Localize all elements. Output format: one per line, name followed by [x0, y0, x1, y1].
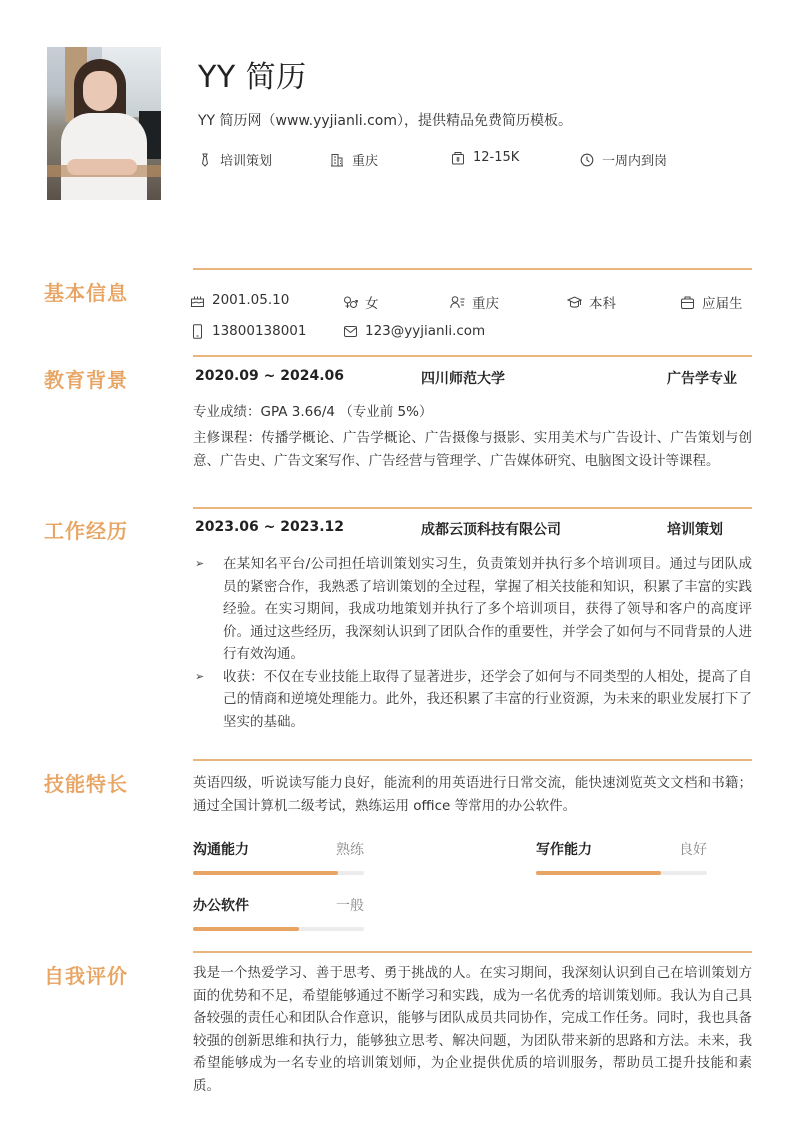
- section-title-self: 自我评价: [44, 964, 128, 988]
- education-major: 广告学专业: [667, 371, 737, 387]
- divider: [193, 507, 752, 509]
- person-location-icon: [450, 295, 465, 310]
- divider: [193, 268, 752, 270]
- wallet-icon: [451, 151, 465, 165]
- education-courses: 主修课程：传播学概论、广告学概论、广告摄像与摄影、实用美术与广告设计、广告策划与创意、广告史、广告文案写作、广告经营与管理学、广告媒体研究、电脑图文设计等课程。: [193, 430, 752, 469]
- mail-icon: [343, 324, 358, 339]
- work-company: 成都云顶科技有限公司: [421, 522, 561, 538]
- tie-icon: [198, 153, 212, 167]
- tagline: YY 简历网（www.yyjianli.com），提供精品免费简历模板。: [198, 113, 572, 129]
- skill-fill: [193, 871, 338, 875]
- education-gpa: 专业成绩：GPA 3.66/4 （专业前 5%）: [193, 404, 433, 420]
- meta-availability: [580, 150, 667, 169]
- graduation-cap-icon: [567, 295, 582, 310]
- work-period: 2023.06 ~ 2023.12: [195, 519, 345, 535]
- resume-name: YY 简历: [198, 60, 307, 95]
- info-birthday: 2001.05.10: [190, 292, 289, 308]
- arrow-bullet-icon: ➢: [195, 557, 205, 570]
- info-email: 123@yyjianli.com: [343, 323, 485, 339]
- info-status: 应届生: [680, 292, 743, 312]
- meta-salary: [451, 150, 519, 165]
- skill-fill: [536, 871, 661, 875]
- building-icon: [330, 153, 344, 167]
- info-degree: 本科: [567, 292, 616, 312]
- cake-icon: [190, 293, 205, 308]
- info-phone: 13800138001: [190, 323, 306, 339]
- work-bullet: ➢ 在某知名平台/公司担任培训策划实习生，负责策划并执行多个培训项目。通过与团队成员的紧密合作，我熟悉了培训策划的全过程，掌握了相关技能和知识，积累了丰富的实践经验。在实习期间，我成功地策划并执行了多个培训项目，获得了领导和客户的高度评价。通过这些经历，我深刻认识到了团队合作的重要性，并学会了如何与不同背景的人进行有效沟通。: [193, 553, 752, 666]
- skill-fill: [193, 927, 299, 931]
- work-role: 培训策划: [667, 522, 723, 538]
- meta-job: [198, 150, 272, 169]
- info-origin: 重庆: [450, 292, 499, 312]
- section-title-basic: 基本信息: [44, 281, 128, 305]
- profile-photo: [47, 47, 161, 200]
- divider: [193, 759, 752, 761]
- self-evaluation-text: 我是一个热爱学习、善于思考、勇于挑战的人。在实习期间，我深刻认识到自己在培训策划方面的优势和不足，希望能够通过不断学习和实践，成为一名优秀的培训策划师。我认为自己具备较强的责任心和团队合作意识，能够与团队成员共同协作，完成工作任务。同时，我也具备较强的创新思维和执行力，能够独立思考、解决问题，为团队带来新的思路和方法。未来，我希望能够成为一名专业的培训策划师，为企业提供优质的培训服务，帮助员工提升技能和素质。: [193, 965, 752, 1094]
- info-gender: 女: [343, 292, 379, 312]
- meta-availability-label: 一周内到岗: [602, 154, 668, 169]
- meta-city-label: 重庆: [352, 154, 379, 169]
- gender-icon: [343, 295, 358, 310]
- meta-job-label: 培训策划: [220, 154, 273, 169]
- meta-salary-label: 12-15K: [473, 150, 520, 165]
- phone-icon: [190, 324, 205, 339]
- divider: [193, 951, 752, 953]
- section-title-work: 工作经历: [44, 519, 128, 543]
- education-school: 四川师范大学: [421, 371, 505, 387]
- section-title-skills: 技能特长: [44, 772, 128, 796]
- briefcase-icon: [680, 295, 695, 310]
- divider: [193, 355, 752, 357]
- clock-icon: [580, 153, 594, 167]
- work-bullet: ➢ 收获：不仅在专业技能上取得了显著进步，还学会了如何与不同类型的人相处，提高了自己的情商和逆境处理能力。此外，我还积累了丰富的行业资源，为未来的职业发展打下了坚实的基础。: [193, 666, 752, 734]
- arrow-bullet-icon: ➢: [195, 669, 205, 683]
- work-bullets: [193, 553, 752, 733]
- skills-summary: 英语四级，听说读写能力良好，能流利的用英语进行日常交流，能快速浏览英文文档和书籍；通过全国计算机二级考试，熟练运用 office 等常用的办公软件。: [193, 775, 752, 814]
- section-title-education: 教育背景: [44, 368, 128, 392]
- meta-city: [330, 150, 378, 169]
- education-period: 2020.09 ~ 2024.06: [195, 368, 345, 384]
